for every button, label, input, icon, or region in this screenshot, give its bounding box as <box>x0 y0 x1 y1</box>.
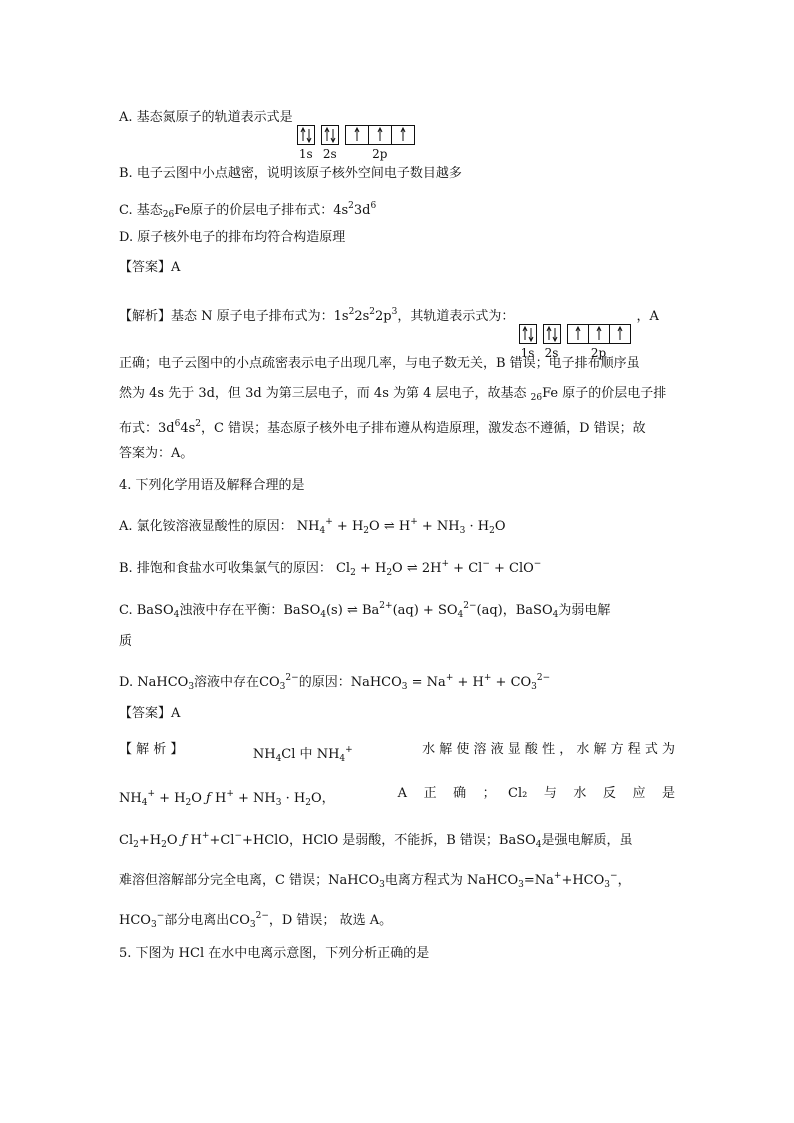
equation-a: $NH_4^+ + H_2O$ ⇌ $H^+ + NH_3 \cdot H_2O$ <box>296 517 506 536</box>
q4-option-b-text: B. 排饱和食盐水可收集氯气的原因： <box>119 561 332 576</box>
orbital-box-up-icon <box>567 324 589 344</box>
analysis-text: 部分电离出 <box>164 913 230 928</box>
orbital-label-1s: 1s <box>298 147 313 161</box>
q4-option-c-tail: 为弱电解 <box>558 603 611 618</box>
analysis-text: Fe 原子的价层电子排 <box>542 386 667 401</box>
analysis-text: 布式：3d <box>119 421 175 436</box>
q4-option-c-wrap: 质 <box>119 634 133 649</box>
orbital-1s <box>297 125 315 161</box>
q4-option-c: C. BaSO$_4$浊液中存在平衡：BaSO$_4$(s) ⇌ $Ba^{2+}(aq) + SO_4^{2-}(aq)$，BaSO$_4$为弱电解 <box>119 601 611 620</box>
q4-option-a-text: A. 氯化铵溶液显酸性的原因： <box>119 519 293 534</box>
analysis-text: A 正 确 ； Cl₂ 与 水 反 应 是 <box>397 786 675 801</box>
q4-answer: 【答案】A <box>119 706 181 721</box>
orbital-box-up-icon <box>609 324 631 344</box>
orbital-box-up-icon <box>368 125 392 145</box>
q3-option-a-text: A. 基态氮原子的轨道表示式是 <box>119 110 293 125</box>
q4-option-c-prefix: C. <box>119 603 137 618</box>
q4-analysis-line3: $Cl_2+H_2O$ ƒ H++Cl−+HClO，HClO 是弱酸，不能拆，B 错误；BaSO$_4$是强电解质，虽 <box>119 831 633 850</box>
equilibrium-arrow-icon: ⇌ <box>342 603 362 618</box>
q3-option-c-3d: 3d <box>353 203 371 218</box>
analysis-text: 2s <box>354 309 370 324</box>
orbital-label-2s: 2s <box>322 147 337 161</box>
q4-analysis-line4: 难溶但溶解部分完全电离，C 错误；NaHCO$_3$电离方程式为 $NaHCO_3=Na^++HCO_3^-$， <box>119 871 631 890</box>
orbital-box-updown-icon <box>297 125 315 145</box>
orbital-label-2p: 2p <box>590 346 607 360</box>
q5-stem: 5. 下图为 HCl 在水中电离示意图，下列分析正确的是 <box>119 946 430 961</box>
q4-option-d-text2: 的原因： <box>298 675 351 690</box>
q3-analysis-line1: 【解析】基态 N 原子电子排布式为：$1s^22s^22p^3$，其轨道表示式为： 1s 2s 2p ，A <box>119 307 659 360</box>
q3-option-a <box>119 108 421 161</box>
equilibrium-arrow-icon: ⇌ <box>379 519 399 534</box>
analysis-text: 2p <box>375 309 392 324</box>
q3-option-c <box>119 196 376 225</box>
orbital-2s <box>321 125 339 161</box>
analysis-text: 【 解 析 】 <box>119 742 184 757</box>
equilibrium-arrow-icon: ⇌ <box>402 561 422 576</box>
orbital-box-up-icon <box>391 125 415 145</box>
analysis-text: 【解析】基态 N 原子电子排布式为：1s <box>119 309 349 324</box>
q3-analysis-line5: 答案为：A。 <box>119 446 194 461</box>
q4-stem: 4. 下列化学用语及解释合理的是 <box>119 478 305 493</box>
analysis-text: 难溶但溶解部分完全电离，C 错误； <box>119 873 329 888</box>
superscript: 2 <box>348 201 354 211</box>
equation-nh4: $NH_4^+ + H_2O$ ƒ $H^+ + NH_3 \cdot H_2O$， <box>119 789 335 808</box>
analysis-text: ，D 错误； 故选 A。 <box>268 913 393 928</box>
q3-analysis-line4: 布式：$3d^64s^2$，C 错误；基态原子核外电子排布遵从构造原理，激发态不遵循，D 错误；故 <box>119 419 646 436</box>
nh4cl: $NH_4Cl$ 中 $NH_4^+$ <box>252 745 353 764</box>
orbital-2p <box>345 125 415 161</box>
q4-option-d-text: 溶液中存在 <box>194 675 260 690</box>
orbital-box-updown-icon <box>519 324 537 344</box>
superscript: 6 <box>370 201 377 211</box>
q4-option-d-prefix: D. <box>119 675 138 690</box>
analysis-text: 水 解 使 溶 液 显 酸 性 ， 水 解 方 程 式 为 <box>422 742 675 757</box>
analysis-text: ，A <box>636 309 659 324</box>
orbital-label-2s: 2s <box>544 346 559 360</box>
q4-option-b <box>119 554 541 583</box>
equation-b: $Cl_2 + H_2O$ ⇌ 2H+ + Cl− + ClO− <box>335 559 542 578</box>
atomic-number: 26 <box>162 210 175 220</box>
analysis-text: 然为 4s 先于 3d，但 3d 为第三层电子，而 4s 为第 4 层电子，故基态 <box>119 386 531 401</box>
orbital-diagram <box>297 125 421 161</box>
analysis-text: 电离方程式为 <box>384 873 463 888</box>
q3-option-c-text: Fe原子的价层电子排布式：4s <box>174 203 349 218</box>
analysis-text: ，HClO 是弱酸，不能拆，B 错误； <box>289 833 499 848</box>
q3-option-b: B. 电子云图中小点越密，说明该原子核外空间电子数目越多 <box>119 166 462 181</box>
q3-analysis-line2: 正确；电子云图中的小点疏密表示电子出现几率，与电子数无关，B 错误；电子排布顺序虽 <box>119 356 640 371</box>
orbital-box-up-icon <box>345 125 369 145</box>
q4-option-a <box>119 512 506 541</box>
analysis-text: 是强电解质，虽 <box>541 833 633 848</box>
orbital-box-up-icon <box>588 324 610 344</box>
equation-cl2: $Cl_2+H_2O$ ƒ H++Cl−+HClO <box>119 831 289 850</box>
orbital-label-2p: 2p <box>372 147 388 161</box>
orbital-box-updown-icon <box>321 125 339 145</box>
q3-option-d: D. 原子核外电子的排布均符合构造原理 <box>119 230 346 245</box>
analysis-text: 4s <box>180 421 196 436</box>
q4-option-d: D. NaHCO$_3$溶液中存在$CO_3^{2-}$的原因：NaHCO$_3$ = $Na^+ + H^+ + CO_3^{2-}$ <box>119 673 551 692</box>
orbital-box-updown-icon <box>543 324 561 344</box>
analysis-text: ，C 错误；基态原子核外电子排布遵从构造原理，激发态不遵循，D 错误；故 <box>201 421 646 436</box>
q4-option-c-text: 浊液中存在平衡： <box>179 603 284 618</box>
q3-option-c-prefix: C. 基态 <box>119 203 163 218</box>
q4-analysis-line5: $HCO_3^-$部分电离出$CO_3^{2-}$，D 错误； 故选 A。 <box>119 911 393 930</box>
orbital-label-1s: 1s <box>520 346 535 360</box>
q3-analysis-line3: 然为 4s 先于 3d，但 3d 为第三层电子，而 4s 为第 4 层电子，故基态 $_{26}$Fe 原子的价层电子排 <box>119 386 667 403</box>
q4-analysis-line1 <box>119 740 675 769</box>
analysis-text: ，其轨道表示式为： <box>397 309 515 324</box>
q4-analysis-line2 <box>119 784 675 813</box>
analysis-text: 中 <box>299 747 313 762</box>
q3-answer: 【答案】A <box>119 260 181 275</box>
